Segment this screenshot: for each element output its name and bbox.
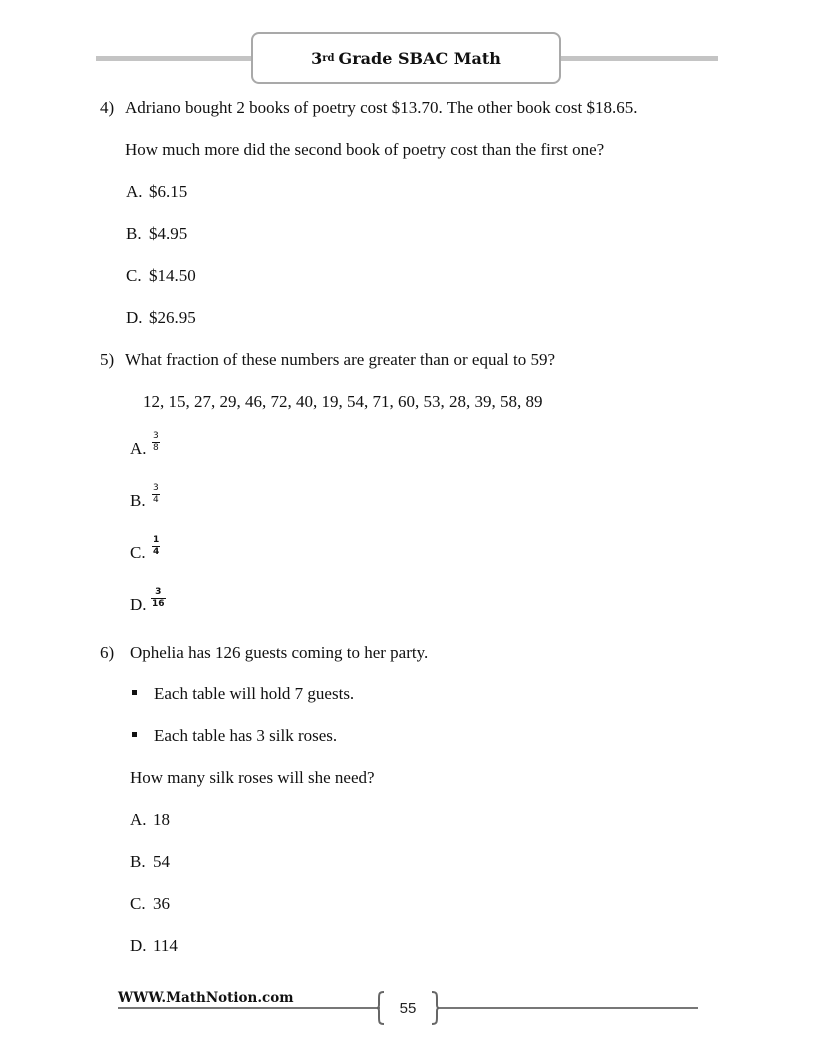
- header-rule-left: [96, 56, 256, 61]
- bullet-icon: [132, 732, 137, 737]
- q6-option-a-text: 18: [153, 810, 170, 829]
- q5-option-a-fraction: [152, 431, 160, 454]
- q6-option-d-letter: D.: [130, 936, 147, 955]
- question-4-prompt: How much more did the second book of poetry cost than the first one?: [125, 140, 605, 159]
- q6-option-a-letter: A.: [130, 810, 147, 829]
- title-grade-number: 3: [311, 48, 323, 68]
- question-5-text: What fraction of these numbers are greater than or equal to 59?: [125, 350, 556, 369]
- q6-bullet-1: Each table will hold 7 guests.: [154, 684, 355, 703]
- footer-rule-left: [118, 1007, 380, 1009]
- q5-option-d-letter: D.: [130, 595, 147, 614]
- bullet-icon: [132, 690, 137, 695]
- fraction-denominator: 16: [152, 599, 165, 609]
- fraction-denominator: 4: [153, 495, 159, 505]
- fraction-denominator: 4: [153, 547, 160, 557]
- fraction-numerator: 3: [153, 431, 159, 441]
- page-number: 55: [399, 999, 417, 1017]
- q4-option-a-text: $6.15: [149, 182, 188, 201]
- question-6-text: Ophelia has 126 guests coming to her party.: [130, 643, 429, 662]
- title-text: Grade SBAC Math: [338, 48, 501, 68]
- q6-option-c-text: 36: [153, 894, 170, 913]
- footer-rule-right: [437, 1007, 698, 1009]
- question-4-text: Adriano bought 2 books of poetry cost $13.70. The other book cost $18.65.: [125, 98, 638, 117]
- q6-option-b-text: 54: [153, 852, 170, 871]
- question-4-number: 4): [100, 98, 115, 117]
- q6-option-d-text: 114: [153, 936, 178, 955]
- fraction-numerator: 1: [153, 535, 160, 545]
- question-5-number: 5): [100, 350, 115, 369]
- q4-option-b-letter: B.: [126, 224, 142, 243]
- page-title: [251, 32, 561, 84]
- right-bracket-icon: [430, 991, 440, 1025]
- q4-option-d-letter: D.: [126, 308, 143, 327]
- fraction-numerator: 3: [155, 587, 162, 597]
- q5-option-b-fraction: [152, 483, 160, 506]
- title-grade-suffix: rd: [322, 52, 335, 64]
- q4-option-c-text: $14.50: [149, 266, 196, 285]
- q4-option-c-letter: C.: [126, 266, 142, 285]
- q6-option-c-letter: C.: [130, 894, 146, 913]
- question-6-number: 6): [100, 643, 115, 662]
- header-rule-right: [556, 56, 718, 61]
- q6-bullet-2: Each table has 3 silk roses.: [154, 726, 338, 745]
- q6-option-b-letter: B.: [130, 852, 146, 871]
- question-6-prompt: How many silk roses will she need?: [130, 768, 375, 787]
- fraction-denominator: 8: [153, 443, 159, 453]
- q5-option-c-fraction: [152, 535, 160, 558]
- q5-option-a-letter: A.: [130, 439, 147, 458]
- q5-option-c-letter: C.: [130, 543, 146, 562]
- fraction-numerator: 3: [153, 483, 159, 493]
- q4-option-d-text: $26.95: [149, 308, 196, 327]
- q4-option-b-text: $4.95: [149, 224, 188, 243]
- footer-website: WWW.MathNotion.com: [118, 990, 294, 1006]
- q4-option-a-letter: A.: [126, 182, 143, 201]
- q5-option-b-letter: B.: [130, 491, 146, 510]
- number-list: 12, 15, 27, 29, 46, 72, 40, 19, 54, 71, 60, 53, 28, 39, 58, 89: [143, 392, 543, 411]
- q5-option-d-fraction: [151, 587, 166, 610]
